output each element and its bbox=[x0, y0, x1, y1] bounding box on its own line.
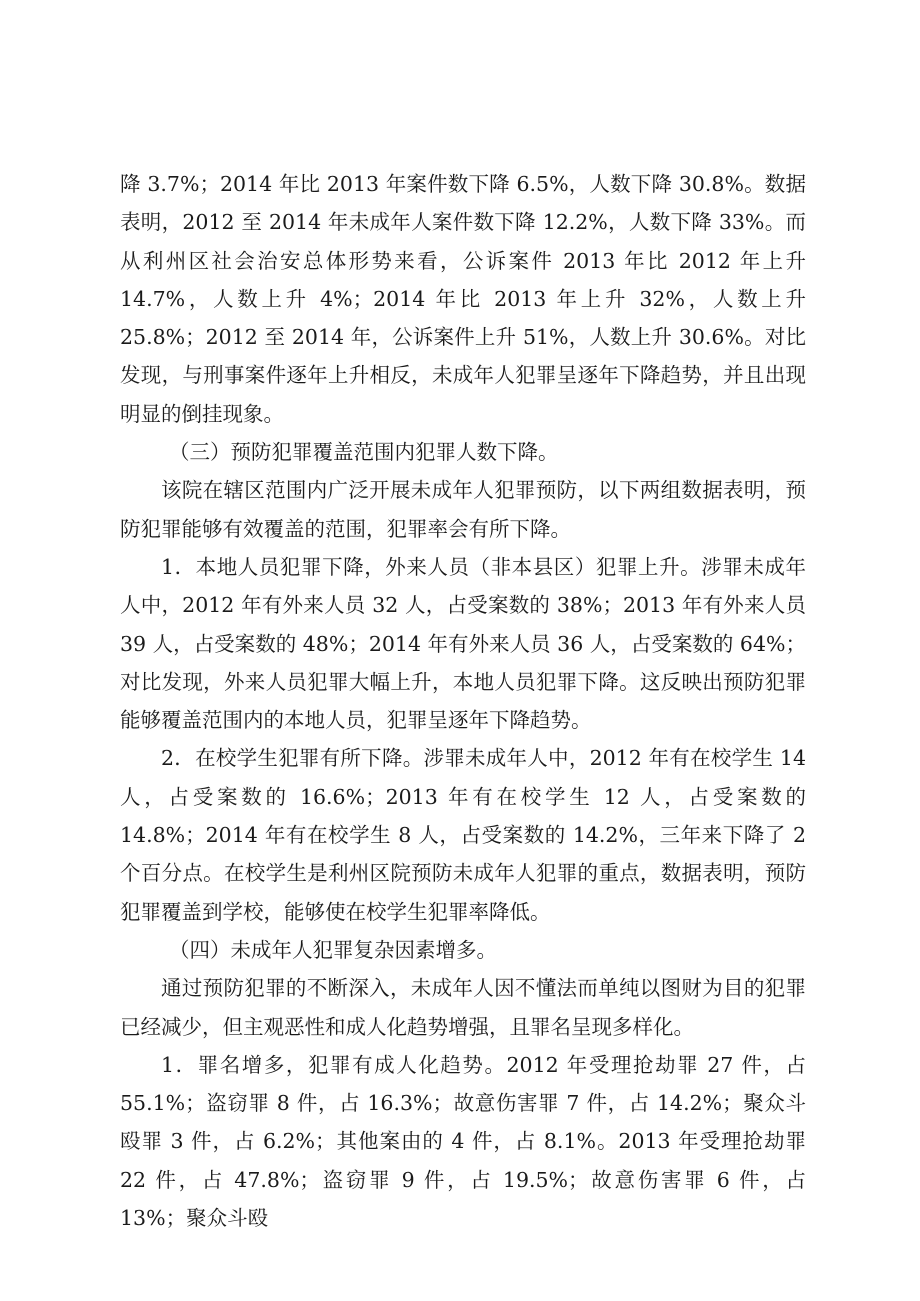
paragraph-continuation: 降 3.7%；2014 年比 2013 年案件数下降 6.5%，人数下降 30.8%。数据表明，2012 至 2014 年未成年人案件数下降 12.2%，人数下降 33%。而从利州区社会治安总体形势来看，公诉案件 2013 年比 2012 年上升 14.7%，人数上升 4%；2014 年比 2013 年上升 32%，人数上升 25.8%；2012 至 2014 年，公诉案件上升 51%，人数上升 30.6%。对比发现，与刑事案件逐年上升相反，未成年人犯罪呈逐年下降趋势，并且出现明显的倒挂现象。 bbox=[120, 172, 806, 426]
paragraph-local-vs-outside: 1．本地人员犯罪下降，外来人员（非本县区）犯罪上升。涉罪未成年人中，2012 年有外来人员 32 人，占受案数的 38%；2013 年有外来人员 39 人，占受案数的 48%；2014 年有外来人员 36 人，占受案数的 64%；对比发现，外来人员犯罪大幅上升，本地人员犯罪下降。这反映出预防犯罪能够覆盖范围内的本地人员，犯罪呈逐年下降趋势。 bbox=[120, 554, 806, 733]
paragraph-student-crime: 2．在校学生犯罪有所下降。涉罪未成年人中，2012 年有在校学生 14 人，占受案数的 16.6%；2013 年有在校学生 12 人，占受案数的 14.8%；2014 年有在校学生 8 人，占受案数的 14.2%，三年来下降了 2 个百分点。在校学生是利州区院预防未成年人犯罪的重点，数据表明，预防犯罪覆盖到学校，能够使在校学生犯罪率降低。 bbox=[120, 746, 806, 924]
document-body bbox=[120, 165, 806, 1237]
paragraph-prevention-intro: 该院在辖区范围内广泛开展未成年人犯罪预防，以下两组数据表明，预防犯罪能够有效覆盖的范围，犯罪率会有所下降。 bbox=[120, 478, 806, 541]
paragraph-complexity-intro: 通过预防犯罪的不断深入，未成年人因不懂法而单纯以图财为目的犯罪已经减少，但主观恶性和成人化趋势增强，且罪名呈现多样化。 bbox=[120, 976, 806, 1039]
section-heading-4: （四）未成年人犯罪复杂因素增多。 bbox=[169, 937, 497, 962]
section-heading-3: （三）预防犯罪覆盖范围内犯罪人数下降。 bbox=[169, 440, 559, 465]
paragraph-crime-types: 1．罪名增多，犯罪有成人化趋势。2012 年受理抢劫罪 27 件，占 55.1%；盗窃罪 8 件，占 16.3%；故意伤害罪 7 件，占 14.2%；聚众斗殴罪 3 件，占 6.2%；其他案由的 4 件，占 8.1%。2013 年受理抢劫罪 22 件，占 47.8%；盗窃罪 9 件，占 19.5%；故意伤害罪 6 件，占 13%；聚众斗殴 bbox=[120, 1052, 806, 1231]
